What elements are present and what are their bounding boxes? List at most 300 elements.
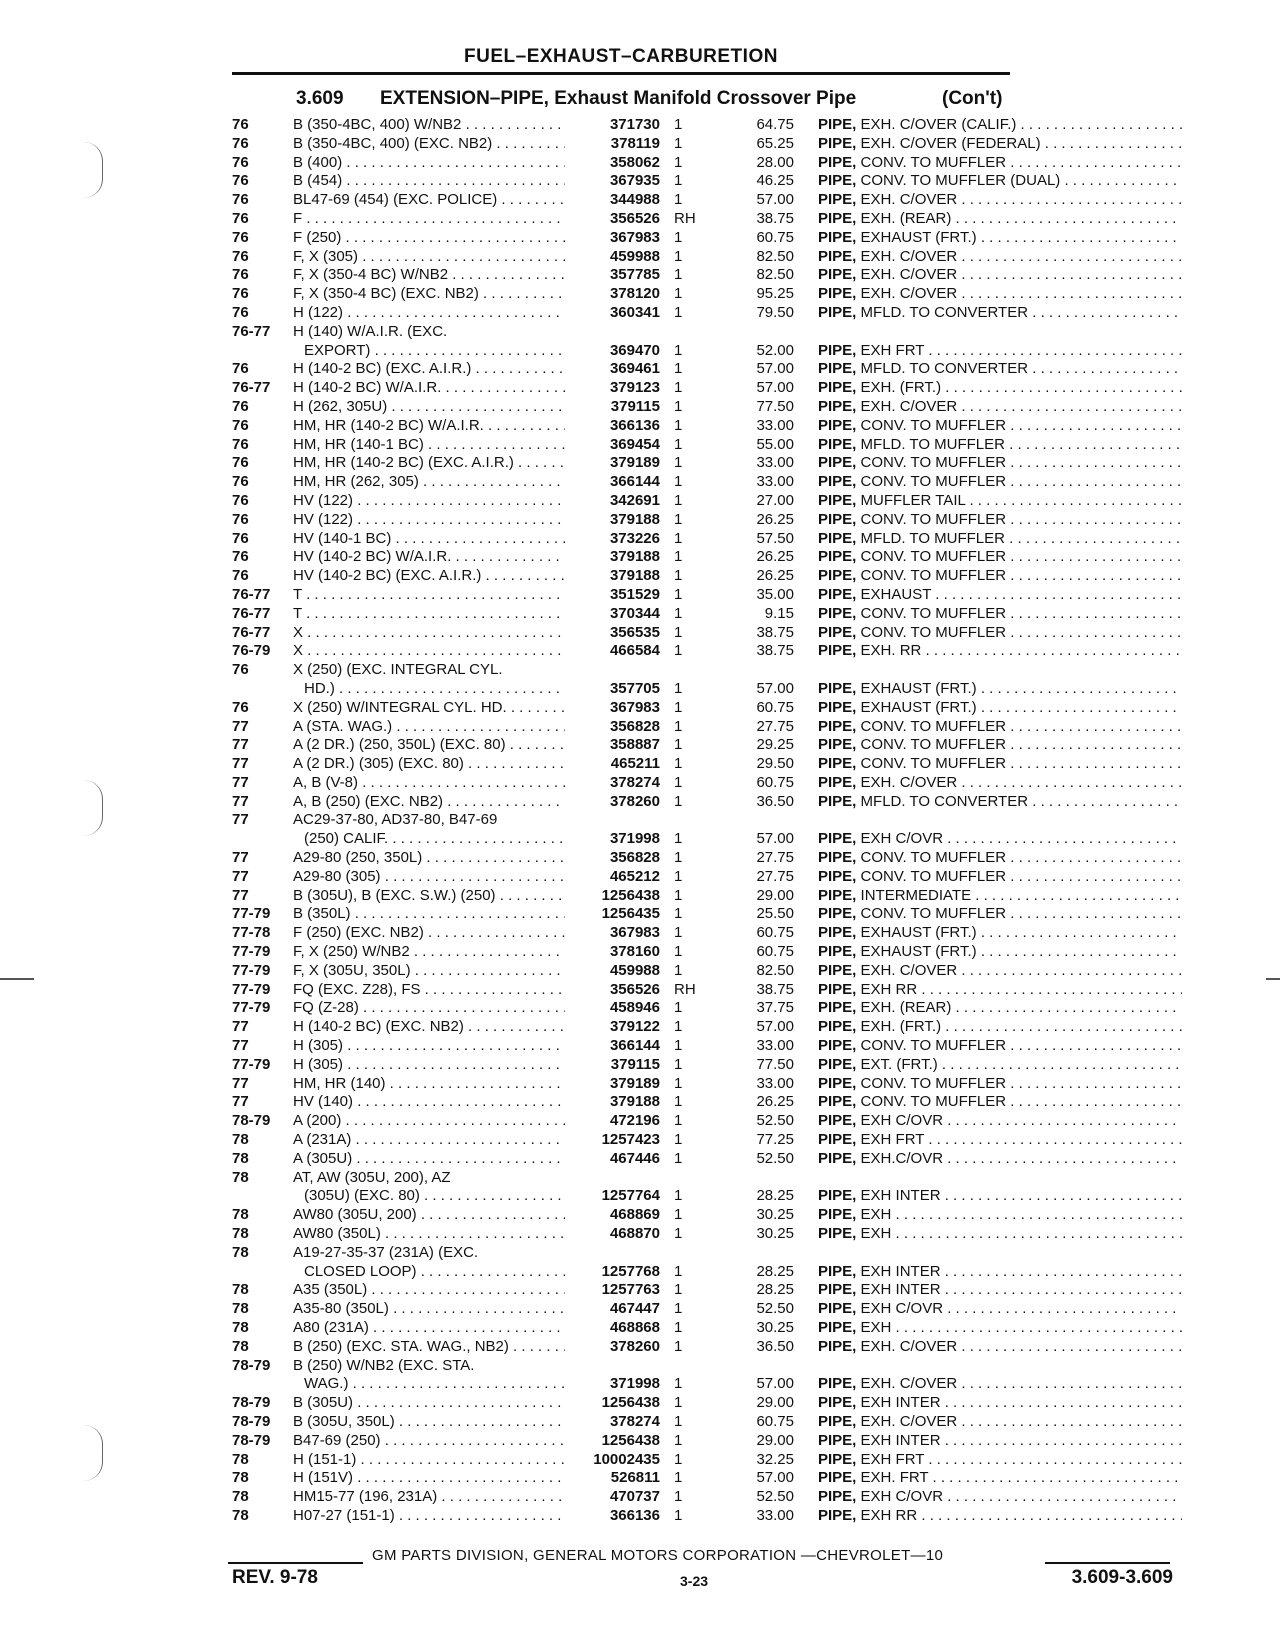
part-name-detail: EXH. (FRT.) . . . [861, 379, 1182, 396]
model-description: BL47-69 (454) (EXC. POLICE) . . . [293, 191, 565, 210]
part-name-prefix: PIPE, [818, 379, 857, 397]
quantity: 1 [674, 1375, 683, 1393]
table-row [0, 1225, 1280, 1244]
part-name [818, 379, 1182, 398]
part-name [818, 755, 1182, 774]
part-name [818, 1056, 1182, 1075]
year-range: 76 [232, 510, 249, 528]
part-name-detail: EXHAUST . . . [861, 586, 1182, 603]
part-name-prefix: PIPE, [818, 999, 857, 1017]
part-name-detail: EXH INTER . . . [861, 1263, 1182, 1280]
part-number: 356526 [609, 209, 660, 227]
quantity: 1 [674, 153, 683, 171]
part-name-detail: EXH INTER . . . [861, 1394, 1182, 1411]
part-number: 1257763 [601, 1281, 660, 1299]
part-number: 371998 [609, 830, 660, 848]
table-row [0, 229, 1280, 248]
quantity: 1 [674, 435, 683, 453]
quantity: 1 [674, 491, 683, 509]
model-description: HM, HR (140-2 BC) (EXC. A.I.R.) . . . [293, 454, 565, 473]
model-description: F . . . [293, 210, 565, 229]
quantity: 1 [674, 755, 683, 773]
price: 30.25 [756, 1225, 794, 1243]
model-description: (305U) (EXC. 80) . . . [304, 1187, 565, 1206]
model-description: HM15-77 (196, 231A) . . . [293, 1488, 565, 1507]
model-description: F, X (305) . . . [293, 248, 565, 267]
part-number: 379189 [609, 454, 660, 472]
part-number: 379188 [609, 1093, 660, 1111]
quantity: 1 [674, 943, 683, 961]
part-name [818, 1488, 1182, 1507]
year-range: 77 [232, 849, 249, 867]
part-name-prefix: PIPE, [818, 830, 857, 848]
price: 25.50 [756, 905, 794, 923]
part-number: 379188 [609, 548, 660, 566]
year-range: 78 [232, 1506, 249, 1524]
part-name-detail: EXH INTER . . . [861, 1281, 1182, 1298]
quantity: 1 [674, 134, 683, 152]
year-range: 76 [232, 303, 249, 321]
model-description: H (262, 305U) . . . [293, 398, 565, 417]
model-description: F, X (350-4 BC) W/NB2 . . . [293, 266, 565, 285]
price: 57.00 [756, 1018, 794, 1036]
part-name [818, 999, 1182, 1018]
table-row [0, 1037, 1280, 1056]
part-number: 356828 [609, 849, 660, 867]
part-name-prefix: PIPE, [818, 1431, 857, 1449]
part-name-detail: CONV. TO MUFFLER . . . [861, 567, 1182, 584]
price: 82.50 [756, 266, 794, 284]
year-range: 78 [232, 1319, 249, 1336]
part-name-detail: EXH. C/OVER . . . [861, 1413, 1182, 1430]
quantity: 1 [674, 867, 683, 885]
year-range: 78-79 [232, 1112, 271, 1130]
year-range: 77 [232, 755, 249, 773]
part-name [818, 1413, 1182, 1432]
quantity: 1 [674, 905, 683, 923]
part-name-prefix: PIPE, [818, 1187, 857, 1205]
table-row [0, 1075, 1280, 1094]
part-name-detail: CONV. TO MUFFLER . . . [861, 548, 1182, 565]
model-description: A35 (350L) . . . [293, 1281, 565, 1300]
year-range: 78 [232, 1300, 249, 1318]
part-name-detail: MFLD. TO MUFFLER . . . [861, 436, 1182, 453]
part-name-prefix: PIPE, [818, 303, 857, 321]
year-range: 76 [232, 153, 249, 171]
part-number: 360341 [609, 303, 660, 321]
quantity: 1 [674, 1319, 683, 1336]
model-description: T . . . [293, 586, 565, 605]
year-range: 78-79 [232, 1431, 271, 1449]
table-row [0, 1488, 1280, 1507]
table-row [0, 248, 1280, 267]
model-description: X (250) (EXC. INTEGRAL CYL. [293, 661, 503, 679]
model-description: FQ (EXC. Z28), FS . . . [293, 981, 565, 1000]
part-name-prefix: PIPE, [818, 924, 857, 942]
year-range: 76 [232, 529, 249, 547]
part-name-prefix: PIPE, [818, 717, 857, 735]
part-name-detail: MUFFLER TAIL . . . [861, 492, 1182, 509]
price: 57.00 [756, 1375, 794, 1393]
price: 27.75 [756, 867, 794, 885]
part-name-detail: EXH . . . [861, 1206, 1182, 1223]
quantity: 1 [674, 1037, 683, 1055]
year-range: 76 [232, 435, 249, 453]
table-row [0, 962, 1280, 981]
model-description: HV (122) . . . [293, 492, 565, 511]
year-range: 76 [232, 228, 249, 246]
revision-label: REV. 9-78 [232, 1567, 318, 1588]
part-name-prefix: PIPE, [818, 341, 857, 359]
table-row [0, 924, 1280, 943]
year-range: 77-79 [232, 943, 271, 961]
price: 30.25 [756, 1319, 794, 1336]
price: 28.25 [756, 1187, 794, 1205]
quantity: 1 [674, 266, 683, 284]
part-number: 357705 [609, 679, 660, 697]
year-range: 76 [232, 661, 249, 679]
part-name [818, 548, 1182, 567]
quantity: 1 [674, 585, 683, 603]
model-description: F, X (350-4 BC) (EXC. NB2) . . . [293, 285, 565, 304]
quantity: 1 [674, 397, 683, 415]
quantity: 1 [674, 1093, 683, 1111]
part-number: 370344 [609, 604, 660, 622]
part-number: 371730 [609, 116, 660, 133]
model-description: F (250) . . . [293, 229, 565, 248]
part-name-detail: CONV. TO MUFFLER . . . [861, 1037, 1182, 1054]
year-range: 76-77 [232, 322, 271, 340]
price: 60.75 [756, 773, 794, 791]
model-description: T . . . [293, 605, 565, 624]
quantity: 1 [674, 341, 683, 359]
part-number: 467446 [609, 1149, 660, 1167]
part-name-detail: EXH. RR . . . [861, 642, 1182, 659]
table-row [0, 849, 1280, 868]
part-name [818, 135, 1182, 154]
year-range: 78-79 [232, 1356, 271, 1374]
part-name-detail: CONV. TO MUFFLER . . . [861, 868, 1182, 885]
part-name-prefix: PIPE, [818, 134, 857, 152]
part-name-detail: EXHAUST (FRT.) . . . [861, 924, 1182, 941]
part-number: 378260 [609, 1337, 660, 1355]
part-name-detail: EXH C/OVR . . . [861, 1112, 1182, 1129]
part-name-prefix: PIPE, [818, 172, 857, 190]
table-row [0, 811, 1280, 830]
part-number: 470737 [609, 1488, 660, 1506]
quantity: 1 [674, 1337, 683, 1355]
table-row [0, 1281, 1280, 1300]
table-row [0, 342, 1280, 361]
year-range: 77-79 [232, 999, 271, 1017]
table-row [0, 172, 1280, 191]
quantity: 1 [674, 247, 683, 265]
part-name [818, 586, 1182, 605]
year-range: 77 [232, 736, 249, 754]
part-name [818, 492, 1182, 511]
part-name-prefix: PIPE, [818, 491, 857, 509]
quantity: 1 [674, 228, 683, 246]
quantity: 1 [674, 116, 683, 133]
model-description: B (350-4BC, 400) (EXC. NB2) . . . [293, 135, 565, 154]
price: 55.00 [756, 435, 794, 453]
part-name-detail: EXH. C/OVER (CALIF.) . . . [861, 116, 1182, 133]
year-range: 76 [232, 134, 249, 152]
model-description: F (250) (EXC. NB2) . . . [293, 924, 565, 943]
part-name-prefix: PIPE, [818, 510, 857, 528]
table-row [0, 1469, 1280, 1488]
model-description: A, B (V-8) . . . [293, 774, 565, 793]
table-row [0, 1018, 1280, 1037]
part-number: 459988 [609, 961, 660, 979]
header-rule [232, 72, 1010, 75]
part-name-prefix: PIPE, [818, 228, 857, 246]
part-name-prefix: PIPE, [818, 435, 857, 453]
year-range: 77 [232, 1037, 249, 1055]
part-number: 367983 [609, 228, 660, 246]
part-name [818, 1432, 1182, 1451]
table-row [0, 661, 1280, 680]
part-name [818, 1112, 1182, 1131]
price: 33.00 [756, 1037, 794, 1055]
quantity: 1 [674, 529, 683, 547]
part-name-prefix: PIPE, [818, 773, 857, 791]
part-name [818, 229, 1182, 248]
part-name-detail: EXH RR . . . [861, 1507, 1182, 1524]
part-number: 369454 [609, 435, 660, 453]
part-name [818, 736, 1182, 755]
part-name-prefix: PIPE, [818, 886, 857, 904]
table-row [0, 1451, 1280, 1470]
quantity: 1 [674, 1187, 683, 1205]
year-range: 77 [232, 1018, 249, 1036]
part-name-prefix: PIPE, [818, 1281, 857, 1299]
quantity: 1 [674, 285, 683, 303]
part-name [818, 1300, 1182, 1319]
table-row [0, 266, 1280, 285]
part-name [818, 624, 1182, 643]
part-name [818, 830, 1182, 849]
price: 37.75 [756, 999, 794, 1017]
part-number: 1256438 [601, 1431, 660, 1449]
part-name-prefix: PIPE, [818, 529, 857, 547]
year-range: 78 [232, 1206, 249, 1224]
price: 65.25 [756, 134, 794, 152]
part-name-detail: EXH. (REAR) . . . [861, 999, 1182, 1016]
price: 29.50 [756, 755, 794, 773]
table-row [0, 1300, 1280, 1319]
part-name-detail: EXH. C/OVER (FEDERAL) . . . [861, 135, 1182, 152]
part-name [818, 191, 1182, 210]
part-name [818, 699, 1182, 718]
part-number: 1257423 [601, 1131, 660, 1149]
part-name [818, 774, 1182, 793]
part-number: 367983 [609, 924, 660, 942]
part-name [818, 473, 1182, 492]
part-name-prefix: PIPE, [818, 905, 857, 923]
part-number: 379122 [609, 1018, 660, 1036]
model-description: AW80 (305U, 200) . . . [293, 1206, 565, 1225]
part-name-detail: CONV. TO MUFFLER . . . [861, 511, 1182, 528]
part-number: 458946 [609, 999, 660, 1017]
year-range: 76 [232, 209, 249, 227]
part-name [818, 530, 1182, 549]
part-number: 465212 [609, 867, 660, 885]
part-number: 459988 [609, 247, 660, 265]
year-range: 77 [232, 1074, 249, 1092]
part-name-detail: EXHAUST (FRT.) . . . [861, 680, 1182, 697]
part-number: 526811 [610, 1469, 660, 1487]
part-name-prefix: PIPE, [818, 698, 857, 716]
part-number: 369461 [609, 360, 660, 378]
part-name-detail: MFLD. TO CONVERTER . . . [861, 793, 1182, 810]
price: 57.50 [756, 529, 794, 547]
table-row [0, 718, 1280, 737]
price: 26.25 [756, 1093, 794, 1111]
part-number: 366136 [609, 416, 660, 434]
price: 29.00 [756, 1394, 794, 1412]
table-row [0, 642, 1280, 661]
quantity: 1 [674, 1506, 683, 1524]
model-description: H (305) . . . [293, 1056, 565, 1075]
model-description: HV (140) . . . [293, 1093, 565, 1112]
model-description: A19-27-35-37 (231A) (EXC. [293, 1243, 479, 1261]
section-title: EXTENSION–PIPE, Exhaust Manifold Crossover Pipe [380, 88, 857, 109]
model-description: AW80 (350L) . . . [293, 1225, 565, 1244]
model-description: H (140-2 BC) (EXC. A.I.R.) . . . [293, 360, 565, 379]
year-range: 76 [232, 491, 249, 509]
quantity: 1 [674, 792, 683, 810]
part-number: 472196 [609, 1112, 660, 1130]
model-description: B (250) W/NB2 (EXC. STA. [293, 1356, 475, 1374]
price: 38.75 [756, 623, 794, 641]
part-name [818, 360, 1182, 379]
part-name-detail: EXT. (FRT.) . . . [861, 1056, 1182, 1073]
part-number: 378274 [609, 773, 660, 791]
part-name-prefix: PIPE, [818, 567, 857, 585]
table-row [0, 1244, 1280, 1263]
part-name [818, 567, 1182, 586]
price: 60.75 [756, 228, 794, 246]
price: 79.50 [756, 303, 794, 321]
quantity: 1 [674, 736, 683, 754]
part-name-detail: CONV. TO MUFFLER . . . [861, 454, 1182, 471]
year-range: 76 [232, 285, 249, 303]
table-row [0, 511, 1280, 530]
quantity: 1 [674, 1450, 683, 1468]
part-name [818, 793, 1182, 812]
model-description: HM, HR (262, 305) . . . [293, 473, 565, 492]
part-name-detail: EXH. (FRT.) . . . [861, 1018, 1182, 1035]
model-description: A (STA. WAG.) . . . [293, 718, 565, 737]
part-name [818, 680, 1182, 699]
part-name [818, 642, 1182, 661]
part-name-detail: EXHAUST (FRT.) . . . [861, 699, 1182, 716]
part-number: 366144 [609, 1037, 660, 1055]
model-description: H (151V) . . . [293, 1469, 565, 1488]
model-description: A29-80 (250, 350L) . . . [293, 849, 565, 868]
part-name [818, 172, 1182, 191]
part-number: 371998 [609, 1375, 660, 1393]
part-name-detail: EXH. C/OVER . . . [861, 248, 1182, 265]
part-name-prefix: PIPE, [818, 679, 857, 697]
price: 60.75 [756, 924, 794, 942]
year-range: 78 [232, 1168, 249, 1186]
part-number: 1257764 [601, 1187, 660, 1205]
price: 77.50 [756, 1055, 794, 1073]
table-row [0, 379, 1280, 398]
part-name-prefix: PIPE, [818, 1037, 857, 1055]
model-description: A (231A) . . . [293, 1131, 565, 1150]
price: 38.75 [756, 642, 794, 660]
part-name-prefix: PIPE, [818, 1375, 857, 1393]
part-name-detail: EXH. (REAR) . . . [861, 210, 1182, 227]
part-name [818, 1206, 1182, 1225]
part-name-detail: EXH FRT . . . [861, 342, 1182, 359]
year-range: 77-79 [232, 1055, 271, 1073]
model-description: A (305U) . . . [293, 1150, 565, 1169]
part-name-prefix: PIPE, [818, 285, 857, 303]
price: 33.00 [756, 1506, 794, 1524]
part-name [818, 1451, 1182, 1470]
part-name-detail: EXH . . . [861, 1319, 1182, 1336]
model-description: WAG.) . . . [304, 1375, 565, 1394]
part-name-detail: CONV. TO MUFFLER . . . [861, 736, 1182, 753]
part-name-prefix: PIPE, [818, 943, 857, 961]
price: 28.00 [756, 153, 794, 171]
price: 29.00 [756, 886, 794, 904]
part-name-detail: CONV. TO MUFFLER . . . [861, 905, 1182, 922]
year-range: 76 [232, 172, 249, 190]
model-description: AC29-37-80, AD37-80, B47-69 [293, 811, 498, 829]
section-number: 3.609 [296, 88, 344, 109]
part-name-prefix: PIPE, [818, 116, 857, 133]
model-description: B (305U), B (EXC. S.W.) (250) . . . [293, 887, 565, 906]
part-name [818, 924, 1182, 943]
part-name-prefix: PIPE, [818, 1225, 857, 1243]
part-name [818, 605, 1182, 624]
part-number: 358887 [609, 736, 660, 754]
part-name-detail: EXH INTER . . . [861, 1432, 1182, 1449]
model-description: A80 (231A) . . . [293, 1319, 565, 1338]
part-name-detail: EXH. C/OVER . . . [861, 774, 1182, 791]
part-name [818, 210, 1182, 229]
table-row [0, 1131, 1280, 1150]
model-description: B47-69 (250) . . . [293, 1432, 565, 1451]
part-name [818, 1263, 1182, 1282]
model-description: H (122) . . . [293, 304, 565, 323]
part-name [818, 1281, 1182, 1300]
price: 52.50 [756, 1488, 794, 1506]
year-range: 76-77 [232, 585, 271, 603]
price: 27.75 [756, 849, 794, 867]
part-name-detail: EXH. C/OVER . . . [861, 1338, 1182, 1355]
table-row [0, 624, 1280, 643]
part-name-detail: CONV. TO MUFFLER . . . [861, 1075, 1182, 1092]
model-description: A29-80 (305) . . . [293, 868, 565, 887]
quantity: 1 [674, 924, 683, 942]
quantity: 1 [674, 416, 683, 434]
price: 82.50 [756, 961, 794, 979]
part-number: 357785 [609, 266, 660, 284]
part-name-prefix: PIPE, [818, 397, 857, 415]
year-range: 77 [232, 717, 249, 735]
table-row [0, 1150, 1280, 1169]
footer-rule-left [228, 1562, 363, 1564]
price: 29.25 [756, 736, 794, 754]
model-description: CLOSED LOOP) . . . [304, 1263, 565, 1282]
part-name-detail: INTERMEDIATE . . . [861, 887, 1182, 904]
